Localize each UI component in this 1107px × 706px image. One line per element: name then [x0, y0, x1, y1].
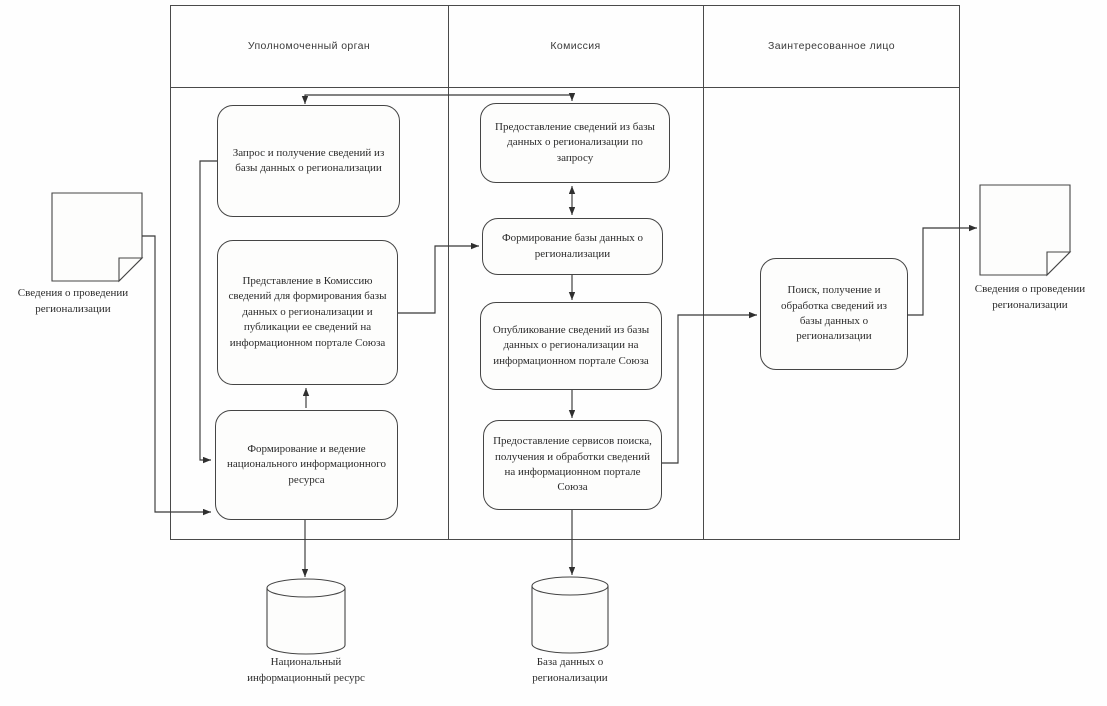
document-output-label: Сведения о проведении регионализации [974, 283, 1086, 311]
lane-header-authorized-body-label: Уполномоченный орган [247, 40, 371, 52]
process-form-database-label: Формирование базы данных о регионализации [501, 232, 644, 260]
lane-header-authorized-body [170, 5, 448, 87]
process-provide-services [483, 420, 662, 510]
lane-header-interested-person-label: Заинтересованное лицо [768, 40, 895, 52]
process-search-info-label: Поиск, получение и обработка сведений из базы данных о регионализации [781, 284, 887, 343]
process-national-resource [215, 410, 398, 520]
lane-header-commission [448, 5, 703, 87]
lane-header-commission-label: Комиссия [550, 40, 601, 52]
datastore-regionalization-db-icon [532, 577, 608, 653]
document-output-icon [980, 185, 1070, 275]
lane-header-divider [170, 87, 960, 88]
document-input-icon [52, 193, 142, 281]
datastore-national-resource-label: Национальный информационный ресурс [247, 656, 365, 684]
lane-header-interested-person [703, 5, 960, 87]
document-input-label: Сведения о проведении регионализации [17, 287, 129, 315]
process-national-resource-label: Формирование и ведение национального информационного ресурса [226, 442, 387, 486]
process-publish-info [480, 302, 662, 390]
process-form-database [482, 218, 663, 275]
datastore-regionalization-db-label: База данных о регионализации [532, 656, 608, 684]
process-provide-on-request [480, 103, 670, 183]
process-search-info [760, 258, 908, 370]
process-request-info-label: Запрос и получение сведений из базы данных о регионализации [232, 146, 385, 174]
process-submit-to-commission-label: Представление в Комиссию сведений для формирования базы данных о регионализации и публикации ее сведений на информационном портале Союза [228, 275, 387, 349]
process-provide-on-request-label: Предоставление сведений из базы данных о регионализации по запросу [495, 120, 655, 164]
process-request-info [217, 105, 400, 217]
process-publish-info-label: Опубликование сведений из базы данных о регионализации на информационном портале Союза [492, 323, 650, 367]
datastore-national-resource-icon [267, 579, 345, 654]
process-submit-to-commission [217, 240, 398, 385]
process-provide-services-label: Предоставление сервисов поиска, получения и обработки сведений на информационном портале Союза [493, 435, 652, 494]
